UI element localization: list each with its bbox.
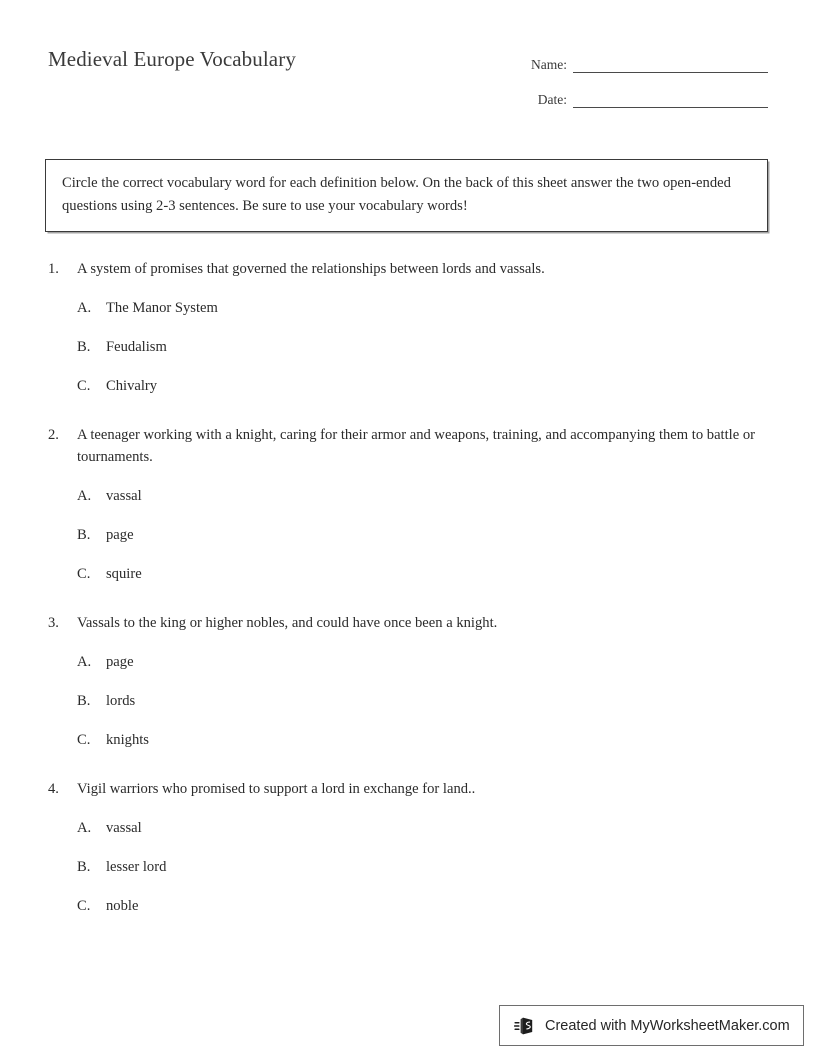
option-text: knights bbox=[106, 732, 149, 748]
option-letter: C. bbox=[77, 378, 91, 394]
name-field-row bbox=[479, 48, 768, 73]
worksheet-header bbox=[48, 44, 768, 124]
question-number: 4. bbox=[48, 781, 59, 797]
instructions-text: Circle the correct vocabulary word for each definition below. On the back of this sheet answer the two open-ended questions using 2-3 sentences. Be sure to use your vocabulary words! bbox=[62, 175, 731, 214]
option-item[interactable] bbox=[77, 857, 768, 877]
question-item bbox=[48, 258, 768, 396]
option-letter: B. bbox=[77, 859, 91, 875]
option-text: page bbox=[106, 654, 134, 670]
option-text: noble bbox=[106, 898, 139, 914]
question-number: 3. bbox=[48, 615, 59, 631]
option-letter: A. bbox=[77, 820, 92, 836]
option-item[interactable] bbox=[77, 486, 768, 506]
option-letter: A. bbox=[77, 488, 92, 504]
option-letter: C. bbox=[77, 566, 91, 582]
option-letter: A. bbox=[77, 300, 92, 316]
option-item[interactable] bbox=[77, 691, 768, 711]
date-field-label: Date: bbox=[537, 92, 567, 107]
question-prompt-row bbox=[48, 258, 768, 280]
question-item bbox=[48, 612, 768, 750]
option-item[interactable] bbox=[77, 730, 768, 750]
option-letter: A. bbox=[77, 654, 92, 670]
option-item[interactable] bbox=[77, 818, 768, 838]
question-text: Vassals to the king or higher nobles, and could have once been a knight. bbox=[77, 615, 498, 631]
option-text: Feudalism bbox=[106, 339, 167, 355]
option-letter: B. bbox=[77, 693, 91, 709]
option-item[interactable] bbox=[77, 896, 768, 916]
question-options bbox=[48, 652, 768, 750]
option-item[interactable] bbox=[77, 564, 768, 584]
option-text: lesser lord bbox=[106, 859, 167, 875]
option-item[interactable] bbox=[77, 376, 768, 396]
question-prompt-row bbox=[48, 612, 768, 634]
question-item bbox=[48, 778, 768, 916]
question-options bbox=[48, 298, 768, 396]
question-prompt-row bbox=[48, 778, 768, 800]
question-item bbox=[48, 424, 768, 584]
option-item[interactable] bbox=[77, 298, 768, 318]
name-input-line[interactable] bbox=[573, 55, 768, 73]
option-text: vassal bbox=[106, 820, 142, 836]
option-item[interactable] bbox=[77, 652, 768, 672]
question-text: Vigil warriors who promised to support a lord in exchange for land.. bbox=[77, 781, 476, 797]
option-letter: B. bbox=[77, 339, 91, 355]
created-with-badge[interactable] bbox=[499, 1005, 804, 1046]
question-number: 1. bbox=[48, 261, 59, 277]
option-text: page bbox=[106, 527, 134, 543]
option-text: lords bbox=[106, 693, 136, 709]
question-options bbox=[48, 818, 768, 916]
option-letter: C. bbox=[77, 732, 91, 748]
name-field-label: Name: bbox=[531, 57, 567, 72]
name-date-fields bbox=[479, 48, 768, 118]
option-item[interactable] bbox=[77, 525, 768, 545]
option-text: The Manor System bbox=[106, 300, 218, 316]
option-item[interactable] bbox=[77, 337, 768, 357]
option-text: squire bbox=[106, 566, 142, 582]
page-title: Medieval Europe Vocabulary bbox=[48, 47, 296, 71]
option-text: Chivalry bbox=[106, 378, 158, 394]
myworksheetmaker-logo-icon bbox=[514, 1014, 538, 1038]
question-text: A system of promises that governed the relationships between lords and vassals. bbox=[77, 261, 545, 277]
created-with-label: Created with MyWorksheetMaker.com bbox=[545, 1017, 790, 1034]
instructions-box bbox=[45, 159, 768, 232]
option-text: vassal bbox=[106, 488, 142, 504]
question-prompt-row bbox=[48, 424, 768, 468]
question-text: A teenager working with a knight, caring for their armor and weapons, training, and accompanying them to battle or tournaments. bbox=[77, 427, 755, 465]
option-letter: C. bbox=[77, 898, 91, 914]
date-field-row bbox=[479, 83, 768, 108]
questions-list bbox=[48, 258, 768, 944]
date-input-line[interactable] bbox=[573, 90, 768, 108]
question-options bbox=[48, 486, 768, 584]
option-letter: B. bbox=[77, 527, 91, 543]
question-number: 2. bbox=[48, 427, 59, 443]
